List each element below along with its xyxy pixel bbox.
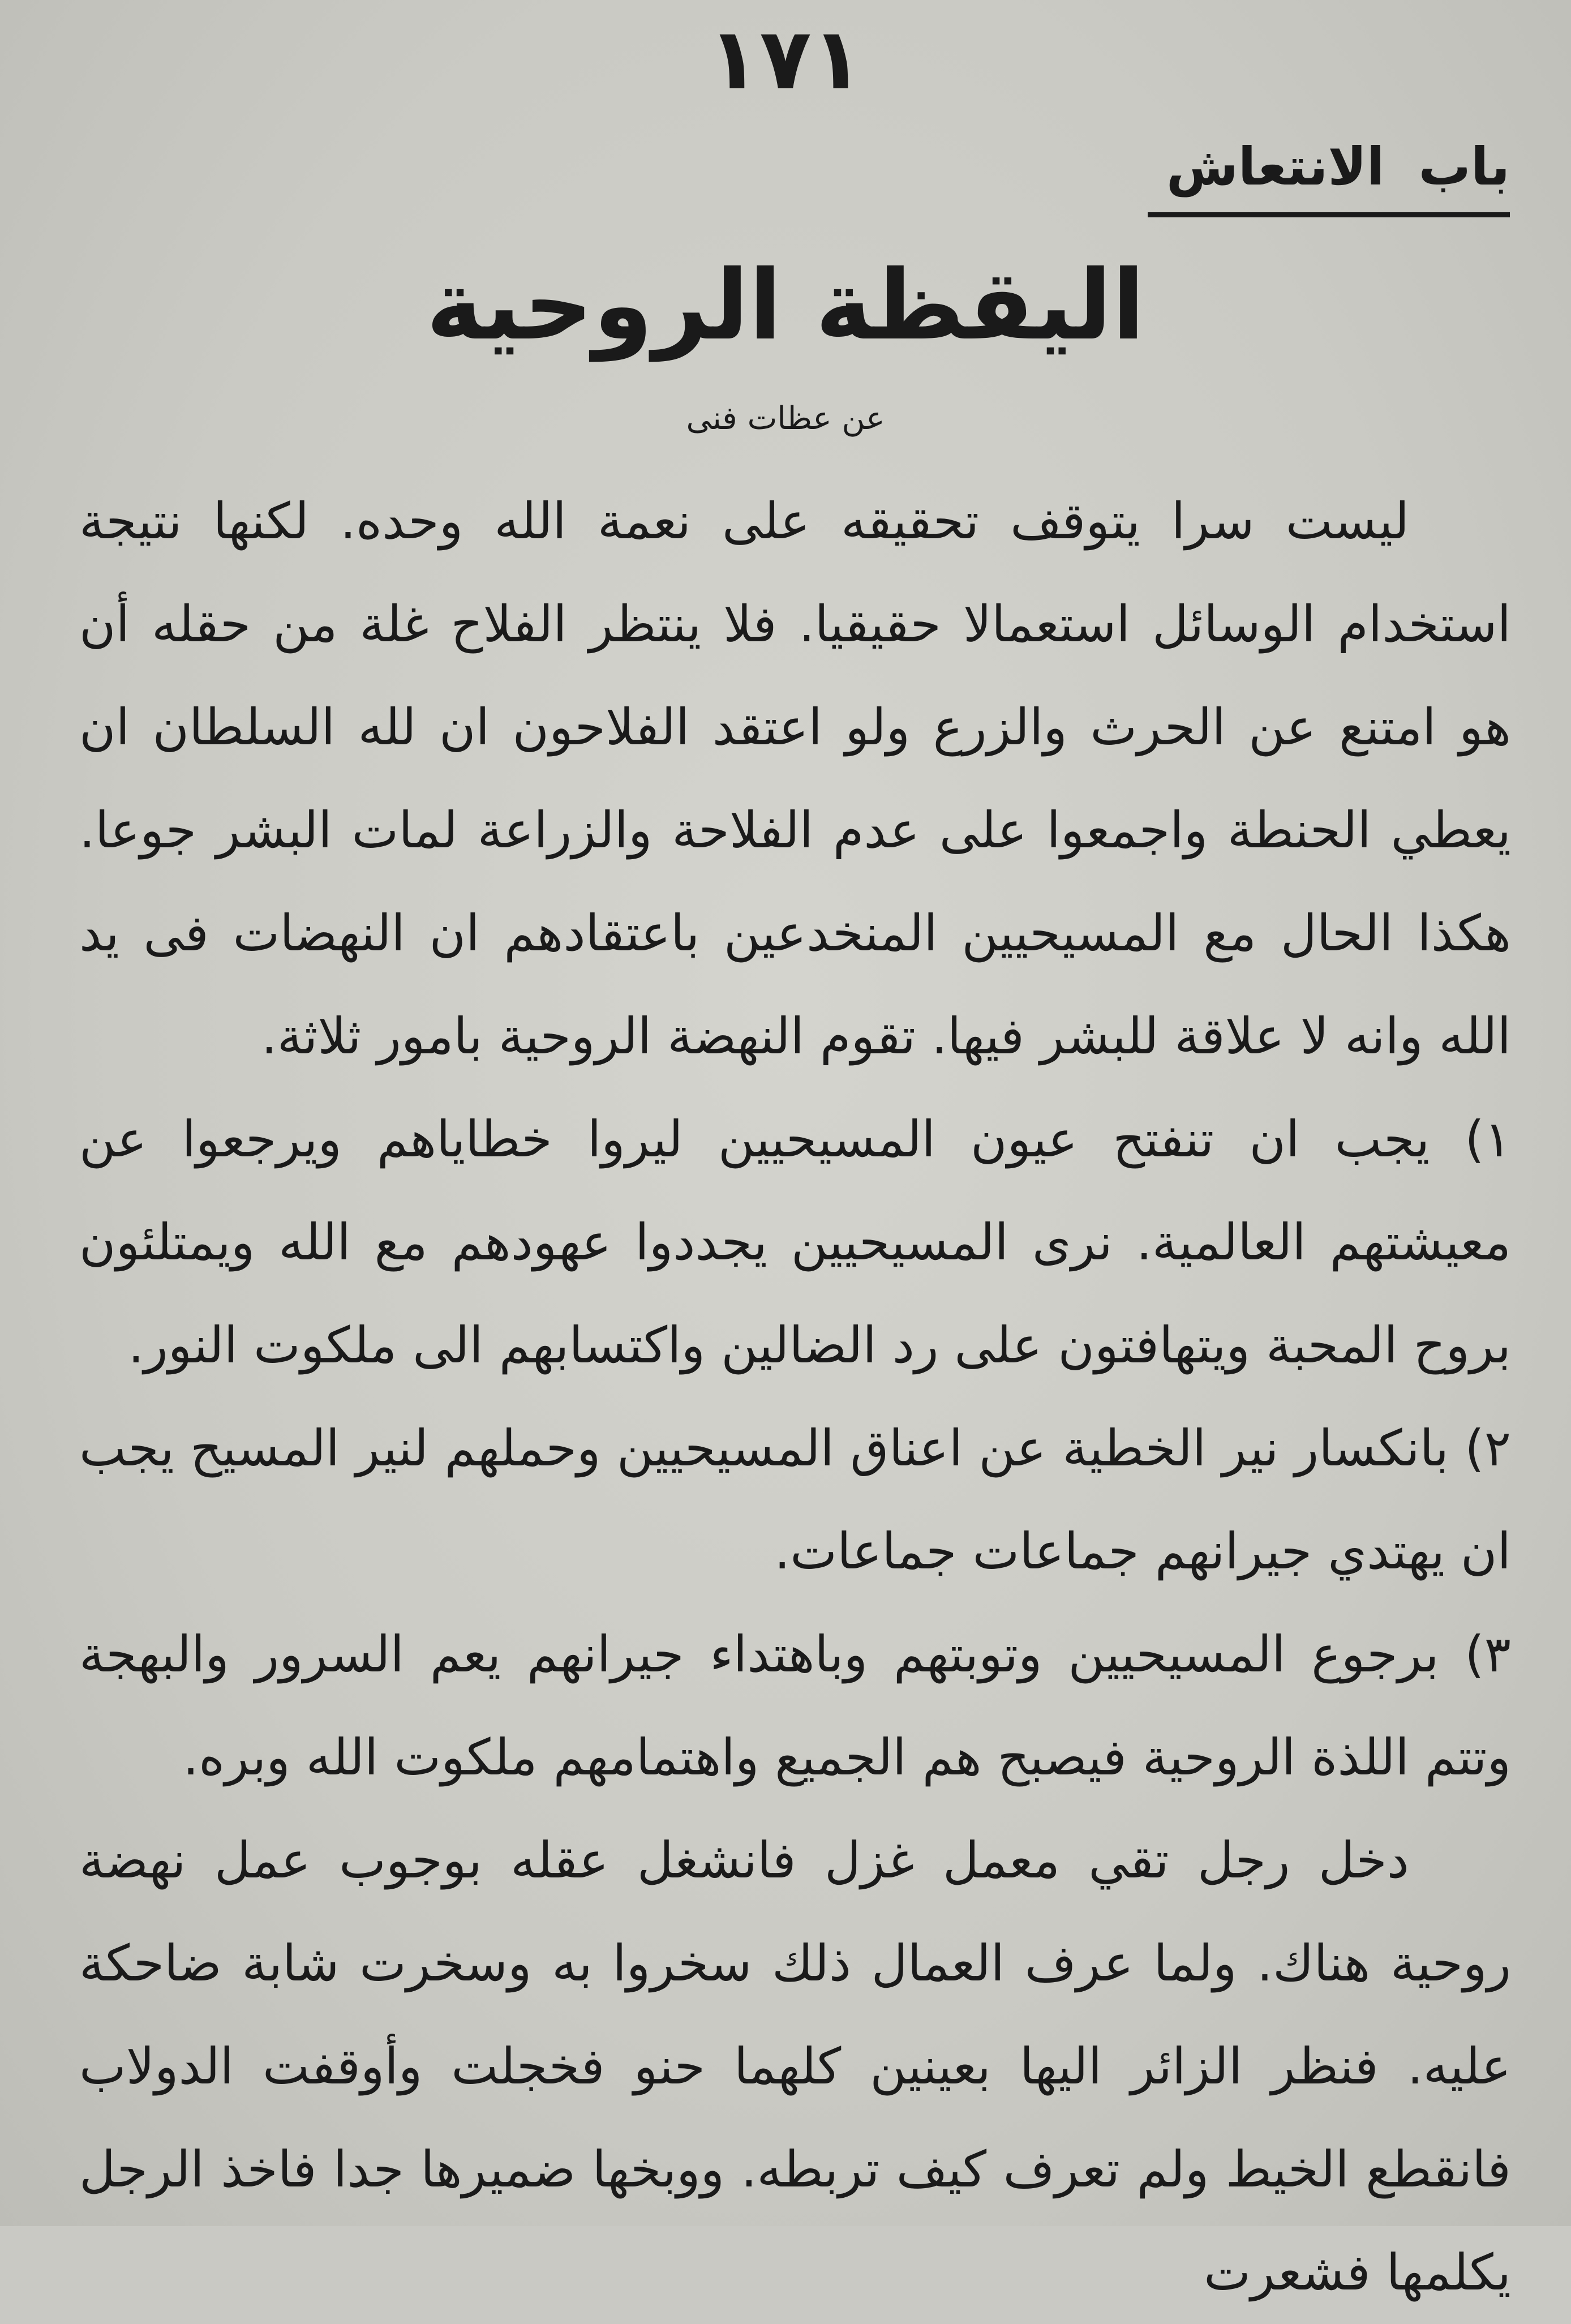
body-paragraph-story: دخل رجل تقي معمل غزل فانشغل عقله بوجوب عمل نهضة روحية هناك. ولما عرف العمال ذلك سخروا به وسخرت شابة ضاحكة عليه. فنظر الزائر اليها بعينين كلهما حنو فخجلت وأوقفت الدولاب فانقطع الخيط ولم تعرف كيف تربطه. ووبخها ضميرها جدا فاخذ الرجل يكلمها فشعرت: [79, 1831, 1511, 2301]
page-number: ١٧١: [707, 10, 864, 109]
body-list-item-3: ٣) برجوع المسيحيين وتوبتهم وباهتداء جيرانهم يعم السرور والبهجة وتتم اللذة الروحية فيصبح هم الجميع واهتمامهم ملكوت الله وبره.: [79, 1625, 1511, 1786]
body-list-item-1: ١) يجب ان تنفتح عيون المسيحيين ليروا خطاياهم ويرجعوا عن معيشتهم العالمية. نرى المسيحيين يجددوا عهودهم مع الله ويمتلئون بروح المحبة ويتهافتون على رد الضالين واكتسابهم الى ملكوت النور.: [79, 1110, 1511, 1374]
body-paragraph-intro: ليست سرا يتوقف تحقيقه على نعمة الله وحده. لكنها نتيجة استخدام الوسائل استعمالا حقيقيا. فلا ينتظر الفلاح غلة من حقله أن هو امتنع عن الحرث والزرع ولو اعتقد الفلاحون ان لله السلطان ان يعطي الحنطة واجمعوا على عدم الفلاحة والزراعة لمات البشر جوعا. هكذا الحال مع المسيحيين المنخدعين باعتقادهم ان النهضات فى يد الله وانه لا علاقة للبشر فيها. تقوم النهضة الروحية بامور ثلاثة.: [79, 492, 1511, 1065]
body-list-item-2: ٢) بانكسار نير الخطية عن اعناق المسيحيين وحملهم لنير المسيح يجب ان يهتدي جيرانهم جماعات جماعات.: [79, 1419, 1511, 1580]
article-title: اليقظة الروحية: [426, 250, 1145, 362]
article-byline: عن عظات فنى: [686, 400, 885, 437]
section-header: باب الانتعاش: [1148, 127, 1510, 217]
article-body: [79, 470, 1511, 2301]
